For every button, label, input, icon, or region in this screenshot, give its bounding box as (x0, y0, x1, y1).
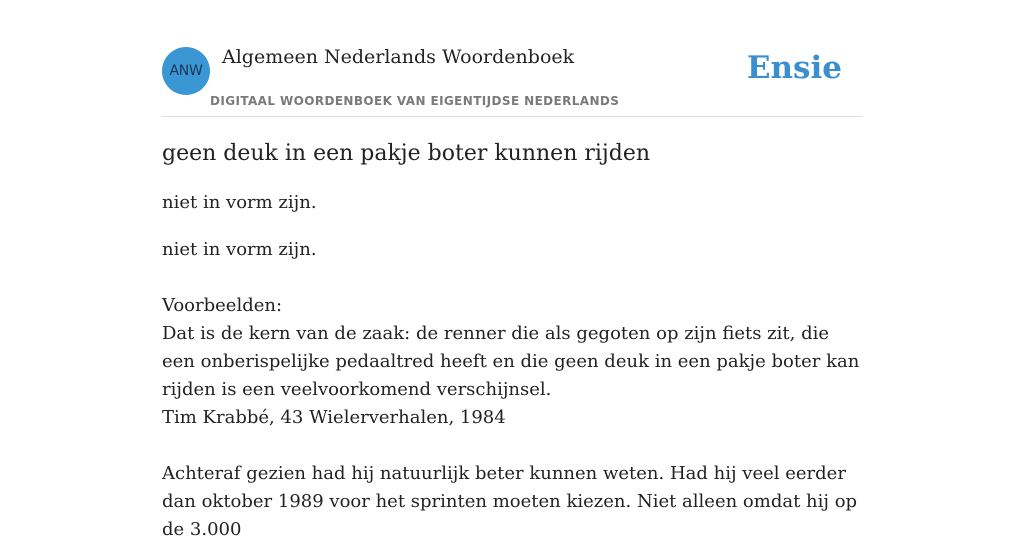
entry-title: geen deuk in een pakje boter kunnen rijden (162, 141, 651, 166)
site-header (162, 0, 862, 117)
examples-heading: Voorbeelden: (162, 295, 283, 316)
anw-logo[interactable]: ANW (162, 47, 210, 95)
example-text: Dat is de kern van de zaak: de renner die als gegoten op zijn fiets zit, die een onberispelijke pedaaltred heeft en die geen deuk in een pakje boter kan rijden is een veelvoorkomend verschijnsel. (162, 323, 860, 400)
site-title[interactable]: Algemeen Nederlands Woordenboek (222, 46, 575, 68)
entry-body (162, 236, 862, 544)
example-text: Achteraf gezien had hij natuurlijk beter kunnen weten. Had hij veel eerder dan oktober 1989 voor het sprinten moeten kiezen. Niet alleen omdat hij op de 3.000 (162, 463, 858, 540)
entry-content (162, 138, 862, 544)
entry-definition: niet in vorm zijn. (162, 192, 317, 213)
example-source: Tim Krabbé, 43 Wielerverhalen, 1984 (162, 407, 506, 428)
ensie-brand-link[interactable]: Ensie (746, 50, 842, 86)
entry-definition-repeat: niet in vorm zijn. (162, 239, 317, 260)
site-subtitle: DIGITAAL WOORDENBOEK VAN EIGENTIJDSE NEDERLANDS (210, 94, 620, 108)
